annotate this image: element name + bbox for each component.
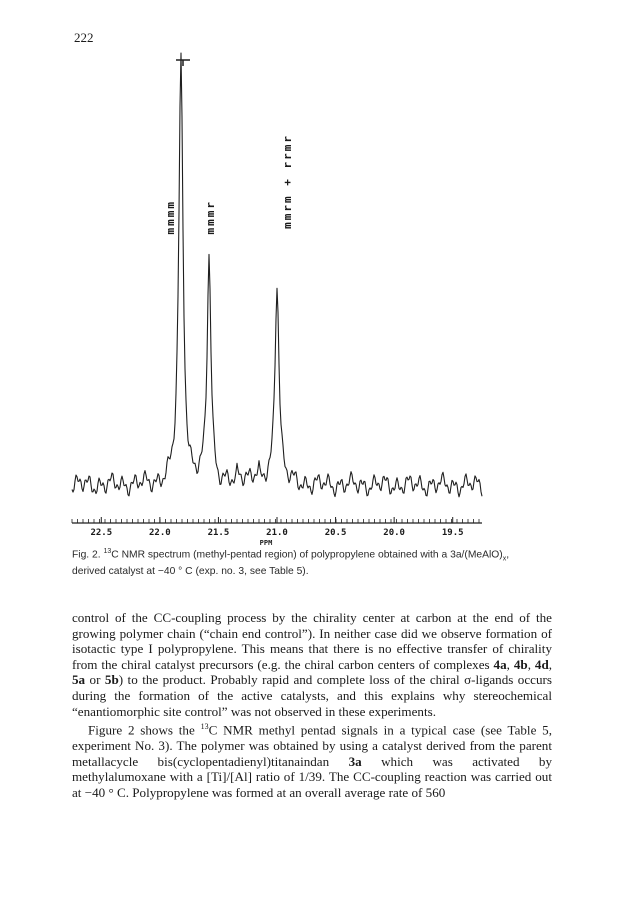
compound-4b: 4b: [513, 656, 528, 672]
x-axis-tick-label: 21.5: [207, 528, 230, 538]
compound-4a: 4a: [493, 656, 507, 672]
paragraph-2-text-b: C NMR methyl pentad signals in a typical case (see Table 5, experiment No. 3). The polymer was obtained by using a catalyst derived from the parent metallacycle bis(cyclopentadienyl)titanaindan: [72, 722, 552, 769]
caption-text-2: derived catalyst at −40 ° C (exp. no. 3, see Table 5).: [72, 566, 309, 578]
x-axis-tick-label: 22.0: [149, 528, 171, 538]
paragraph-2-superscript: 13: [200, 722, 209, 732]
page-number: 222: [74, 30, 94, 45]
caption-text: C NMR spectrum (methyl-pentad region) of polypropylene obtained with a 3a/(MeAlO): [111, 549, 503, 561]
compound-5a: 5a: [72, 672, 86, 688]
paragraph-2-text-a: Figure 2 shows the: [88, 722, 201, 738]
caption-comma: ,: [506, 549, 510, 561]
x-axis-tick-label: 20.0: [383, 528, 405, 538]
caption-subscript: x: [502, 555, 507, 563]
peak-label-mmrm-rrmr: mmrm + rrmr: [281, 134, 294, 229]
compound-4d: 4d: [534, 656, 549, 672]
compound-5b: 5b: [104, 672, 119, 688]
x-axis-tick-label: 20.5: [324, 528, 347, 538]
paragraph-1-text-b: ) to the product. Probably rapid and complete loss of the chiral σ-ligands occurs during the formation of the active catalysts, and this explains why stereochemical “enantiomorphic site control” was not observed in these experiments.: [72, 672, 552, 719]
paragraph-1: control of the CC-coupling process by the chirality center at carbon at the end of the growing polymer chain (“chain end control”). In neither case did we observe formation of isotactic type I polypropylene. This means that there is no effective transfer of chirality from the chiral catalyst precursors (e.g. the chiral carbon centers of complexes 4a, 4b, 4d, 5a or 5b) to the product. Probably rapid and complete loss of the chiral σ-ligands occurs during the formation of the active catalysts, and this explains why stereochemical “enantiomorphic site control” was not observed in these experiments.: [72, 610, 553, 719]
paragraph-2: [72, 719, 552, 800]
spectrum-top-mark: [176, 60, 190, 66]
paragraph-1-text-a: control of the CC-coupling process by the chirality center at carbon at the end of the growing polymer chain (“chain end control”). In neither case did we observe formation of isotactic type I polypropylene. This means that there is no effective transfer of chirality from the chiral catalyst precursors (e.g. the chiral carbon centers of complexes: [72, 610, 552, 672]
spectrum-trace: [72, 53, 482, 497]
x-axis-tick-label: 19.5: [441, 528, 464, 538]
body-text: [72, 610, 552, 800]
x-axis-tick-label: 21.0: [266, 528, 288, 538]
x-axis-unit: PPM: [259, 539, 273, 547]
peak-label-mmmm: mmmm: [164, 200, 177, 235]
caption-superscript: 13: [103, 548, 112, 555]
figure-caption: [72, 545, 552, 578]
peak-label-mmmr: mmmr: [204, 200, 217, 235]
caption-prefix: Fig. 2.: [72, 549, 104, 561]
x-axis-tick-label: 22.5: [90, 528, 113, 538]
paragraph-2-text-c: which was activated by methylalumoxane with a [Ti]/[Al] ratio of 1/39. The CC-coupling reaction was carried out at −40 ° C. Polypropylene was formed at an overall average rate of 560: [72, 753, 552, 800]
compound-3a: 3a: [348, 753, 362, 769]
x-axis-ticks: [72, 517, 479, 523]
